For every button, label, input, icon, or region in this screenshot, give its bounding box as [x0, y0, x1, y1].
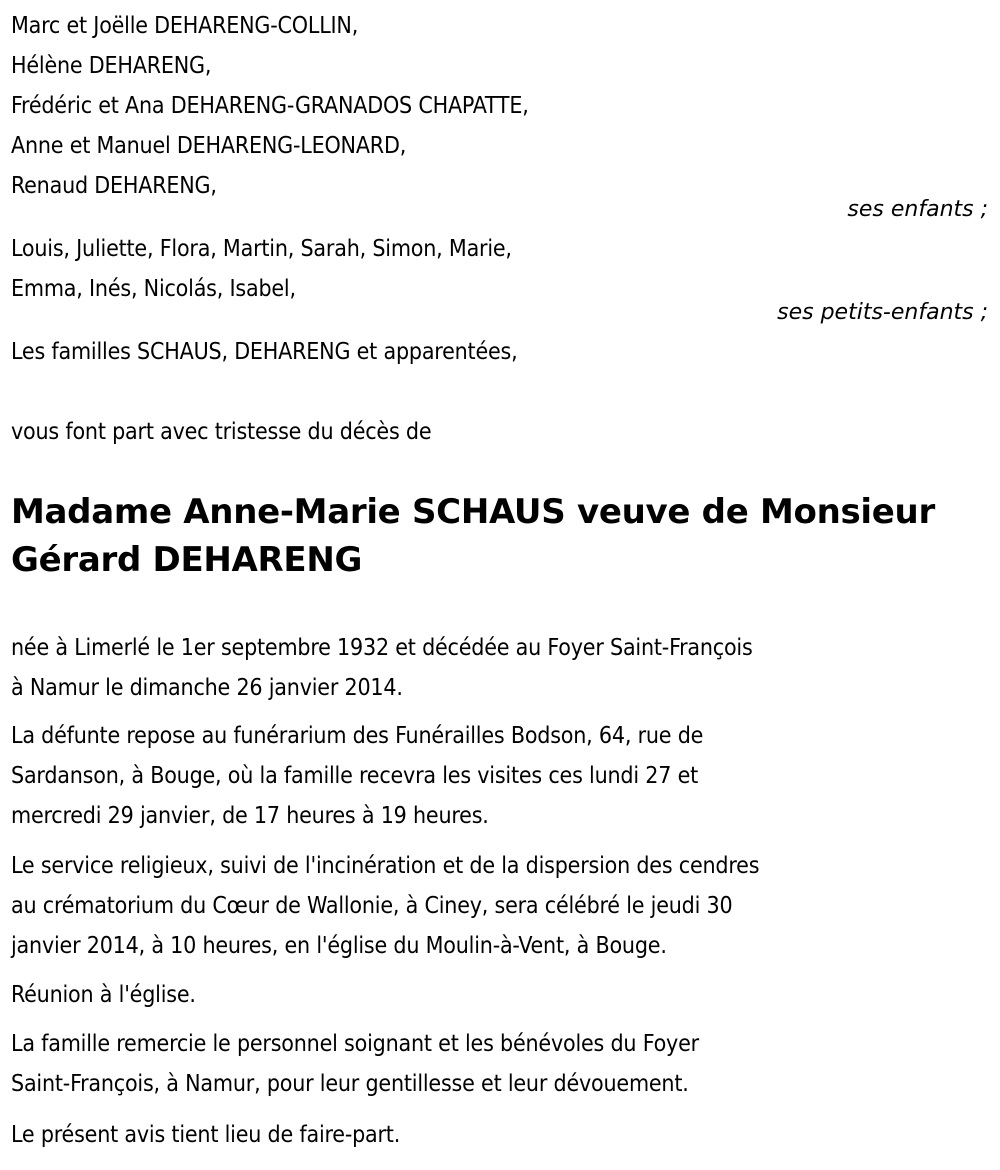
thanks-line: La famille remercie le personnel soignant et les bénévoles du Foyer [11, 1031, 699, 1057]
service-line: Le service religieux, suivi de l'incinération et de la dispersion des cendres [11, 853, 760, 879]
birth-death-line: née à Limerlé le 1er septembre 1932 et décédée au Foyer Saint-François [11, 635, 753, 661]
service-line: au crématorium du Cœur de Wallonie, à Ciney, sera célébré le jeudi 30 [11, 893, 733, 919]
funerarium-line: La défunte repose au funérarium des Funérailles Bodson, 64, rue de [11, 723, 704, 749]
deceased-name-line1: Madame Anne-Marie SCHAUS veuve de Monsieur [11, 492, 935, 532]
child-line: Frédéric et Ana DEHARENG-GRANADOS CHAPATTE, [11, 93, 529, 119]
notice-line: Le présent avis tient lieu de faire-part. [11, 1122, 401, 1148]
announcement-line: vous font part avec tristesse du décès de [11, 419, 432, 445]
child-line: Renaud DEHARENG, [11, 173, 217, 199]
grandchildren-role-label: ses petits-enfants ; [777, 300, 988, 325]
birth-death-line: à Namur le dimanche 26 janvier 2014. [11, 675, 403, 701]
service-line: janvier 2014, à 10 heures, en l'église du Moulin-à-Vent, à Bouge. [11, 933, 667, 959]
deceased-name-line2: Gérard DEHARENG [11, 540, 363, 580]
child-line: Hélène DEHARENG, [11, 53, 212, 79]
funerarium-line: Sardanson, à Bouge, où la famille recevra les visites ces lundi 27 et [11, 763, 699, 789]
thanks-line: Saint-François, à Namur, pour leur gentillesse et leur dévouement. [11, 1071, 689, 1097]
funerarium-line: mercredi 29 janvier, de 17 heures à 19 heures. [11, 803, 489, 829]
meeting-line: Réunion à l'église. [11, 982, 196, 1008]
families-line: Les familles SCHAUS, DEHARENG et apparentées, [11, 339, 518, 365]
grandchild-line: Louis, Juliette, Flora, Martin, Sarah, Simon, Marie, [11, 236, 512, 262]
child-line: Marc et Joëlle DEHARENG-COLLIN, [11, 13, 359, 39]
children-role-label: ses enfants ; [847, 197, 988, 222]
grandchild-line: Emma, Inés, Nicolás, Isabel, [11, 276, 296, 302]
child-line: Anne et Manuel DEHARENG-LEONARD, [11, 133, 407, 159]
